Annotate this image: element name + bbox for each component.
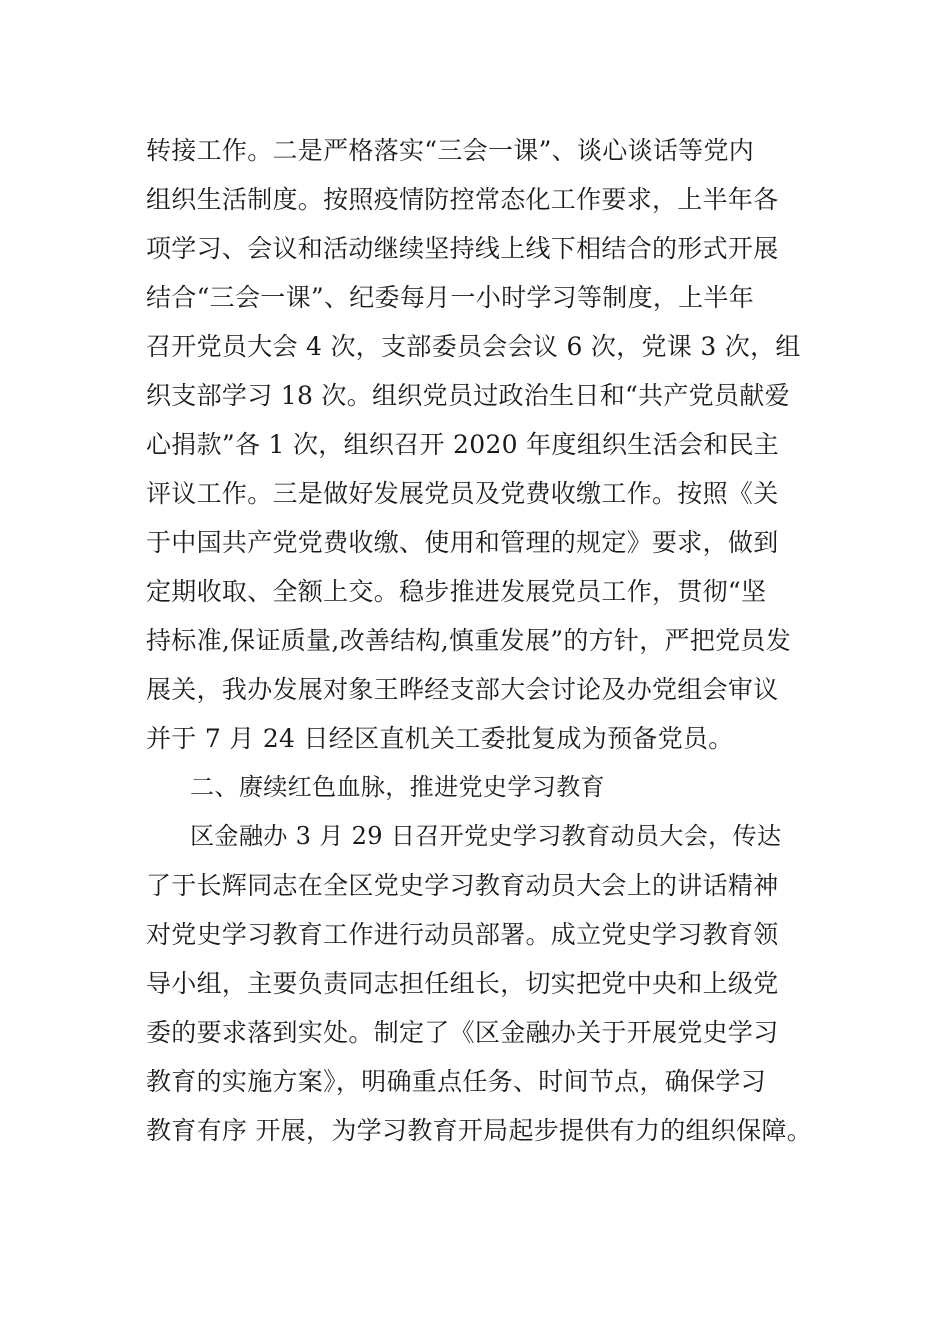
text-line: 评议工作。三是做好发展党员及党费收缴工作。按照《关 <box>146 479 779 508</box>
section-heading: 二、赓续红色血脉，推进党史学习教育 <box>190 773 605 801</box>
text-line: 召开党员大会 4 次，支部委员会会议 6 次，党课 3 次，组 <box>146 332 801 361</box>
text-line: 转接工作。二是严格落实“三会一课”、谈心谈话等党内 <box>146 136 755 165</box>
text-line: 教育有序 开展，为学习教育开局起步提供有力的组织保障。 <box>146 1116 813 1145</box>
text-line: 教育的实施方案》，明确重点任务、时间节点，确保学习 <box>146 1067 767 1096</box>
text-line: 组织生活制度。按照疫情防控常态化工作要求，上半年各 <box>146 185 779 214</box>
document-body <box>146 126 826 1155</box>
text-line: 并于 7 月 24 日经区直机关工委批复成为预备党员。 <box>146 724 734 753</box>
text-line: 于中国共产党党费收缴、使用和管理的规定》要求，做到 <box>146 528 779 557</box>
text-line: 项学习、会议和活动继续坚持线上线下相结合的形式开展 <box>146 234 779 263</box>
text-line: 持标准,保证质量,改善结构,慎重发展”的方针，严把党员发 <box>146 626 792 655</box>
text-line: 织支部学习 18 次。组织党员过政治生日和“共产党员献爱 <box>146 381 790 410</box>
paragraph-first-line: 区金融办 3 月 29 日召开党史学习教育动员大会，传达 <box>190 822 782 850</box>
text-line: 展关，我办发展对象王晔经支部大会讨论及办党组会审议 <box>146 675 779 704</box>
text-line: 导小组，主要负责同志担任组长，切实把党中央和上级党 <box>146 969 779 998</box>
text-line: 心捐款”各 1 次，组织召开 2020 年度组织生活会和民主 <box>146 430 780 459</box>
text-line: 结合“三会一课”、纪委每月一小时学习等制度，上半年 <box>146 283 755 312</box>
text-line: 定期收取、全额上交。稳步推进发展党员工作，贯彻“坚 <box>146 577 767 606</box>
text-line: 对党史学习教育工作进行动员部署。成立党史学习教育领 <box>146 920 779 949</box>
text-line: 委的要求落到实处。制定了《区金融办关于开展党史学习 <box>146 1018 779 1047</box>
text-line: 了于长辉同志在全区党史学习教育动员大会上的讲话精神 <box>146 871 779 900</box>
